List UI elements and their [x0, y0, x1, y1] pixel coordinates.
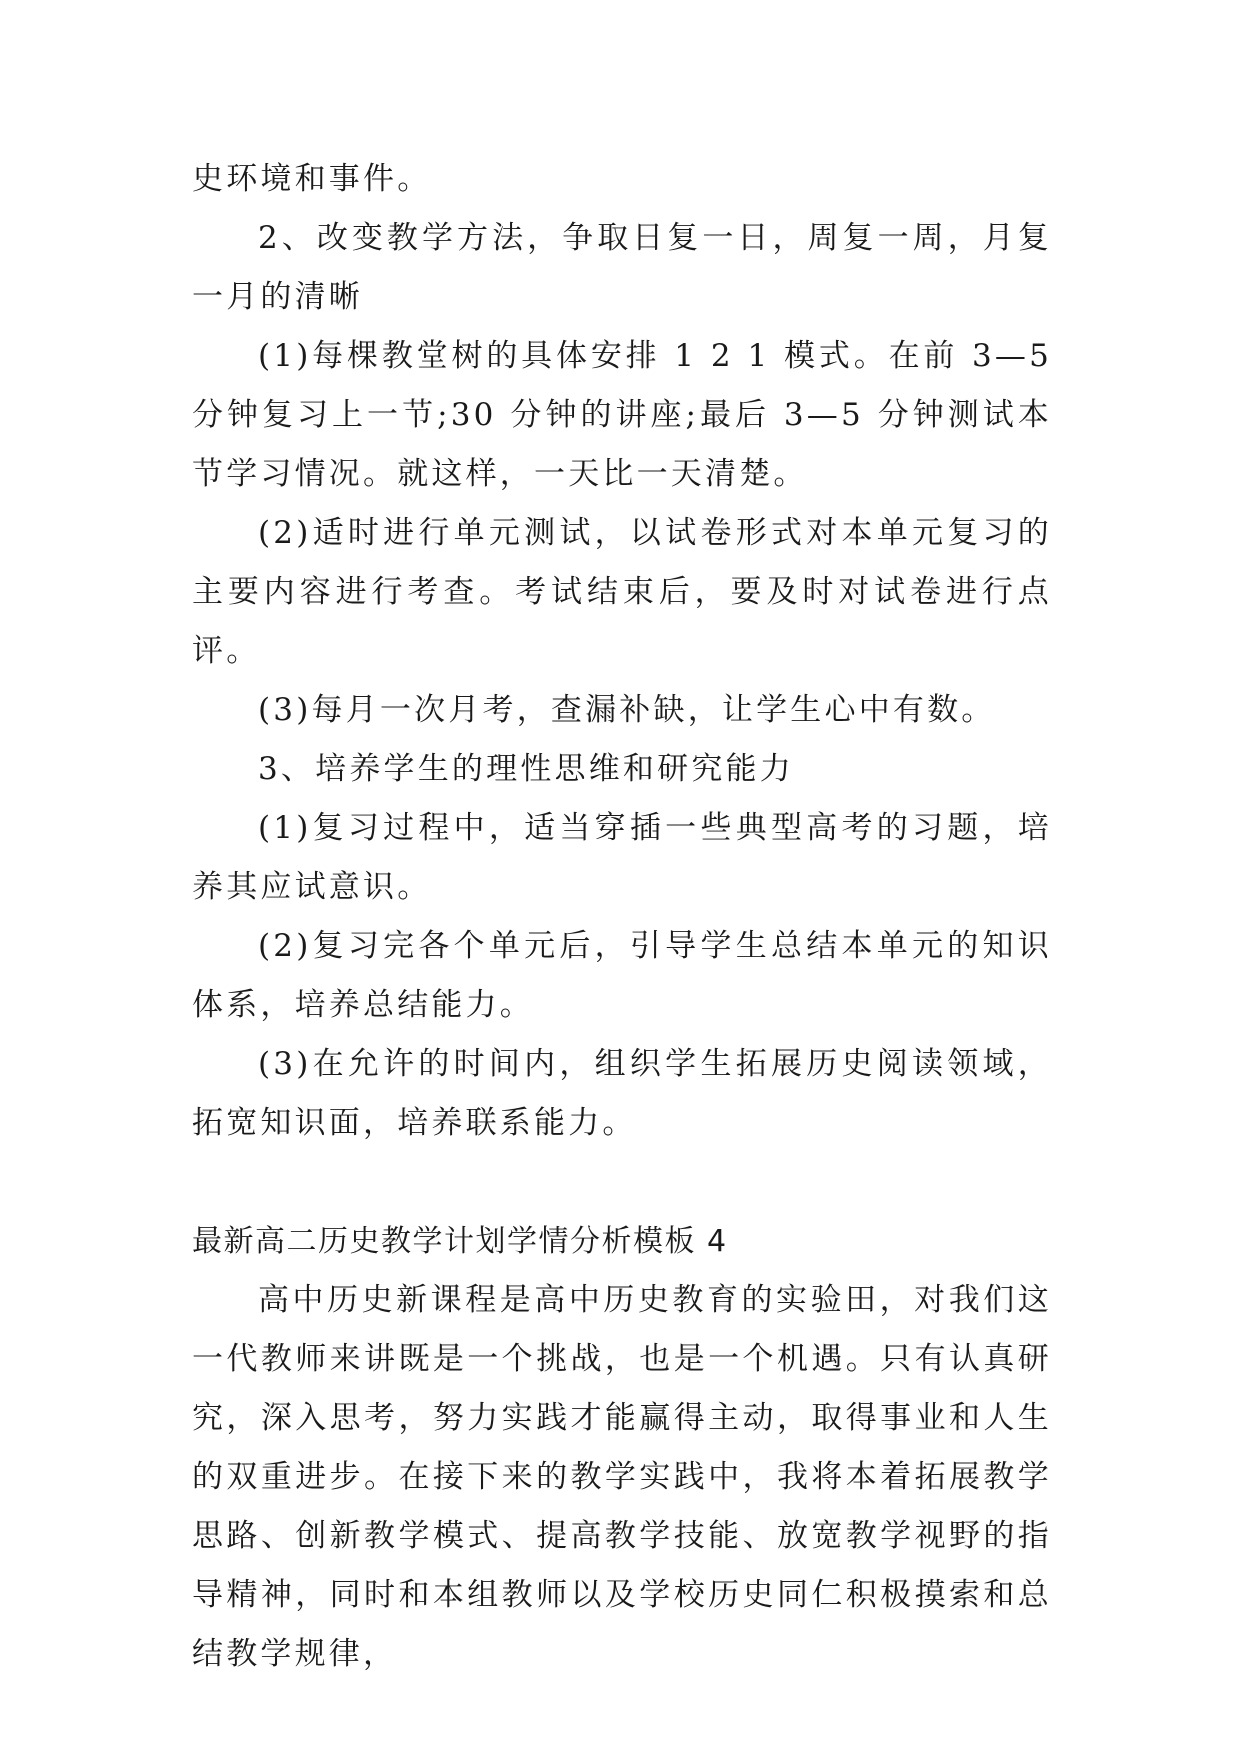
paragraph-subitem-1b: (1)复习过程中，适当穿插一些典型高考的习题，培养其应试意识。 — [192, 810, 1052, 905]
paragraph-subitem-1: (1)每棵教堂树的具体安排 1 2 1 模式。在前 3—5 分钟复习上一节;30 分钟的讲座;最后 3—5 分钟测试本节学习情况。就这样，一天比一天清楚。 — [192, 338, 1052, 492]
paragraph-item-3: 3、培养学生的理性思维和研究能力 — [258, 751, 794, 787]
paragraph-subitem-3: (3)每月一次月考，查漏补缺，让学生心中有数。 — [258, 692, 996, 728]
paragraph-continuation: 史环境和事件。 — [192, 161, 432, 197]
paragraph-subitem-3b: (3)在允许的时间内，组织学生拓展历史阅读领域，拓宽知识面，培养联系能力。 — [192, 1046, 1052, 1141]
paragraph-item-2: 2、改变教学方法，争取日复一日，周复一周，月复一月的清晰 — [192, 220, 1052, 315]
section-gap — [192, 1153, 1052, 1212]
document-body — [192, 150, 1052, 1684]
paragraph-subitem-2b: (2)复习完各个单元后，引导学生总结本单元的知识体系，培养总结能力。 — [192, 928, 1052, 1023]
paragraph-subitem-2: (2)适时进行单元测试，以试卷形式对本单元复习的主要内容进行考查。考试结束后，要及时对试卷进行点评。 — [192, 515, 1052, 669]
section-body-paragraph: 高中历史新课程是高中历史教育的实验田，对我们这一代教师来讲既是一个挑战，也是一个机遇。只有认真研究，深入思考，努力实践才能赢得主动，取得事业和人生的双重进步。在接下来的教学实践中，我将本着拓展教学思路、创新教学模式、提高教学技能、放宽教学视野的指导精神，同时和本组教师以及学校历史同仁积极摸索和总结教学规律， — [192, 1282, 1052, 1672]
section-heading: 最新高二历史教学计划学情分析模板 4 — [192, 1224, 728, 1259]
